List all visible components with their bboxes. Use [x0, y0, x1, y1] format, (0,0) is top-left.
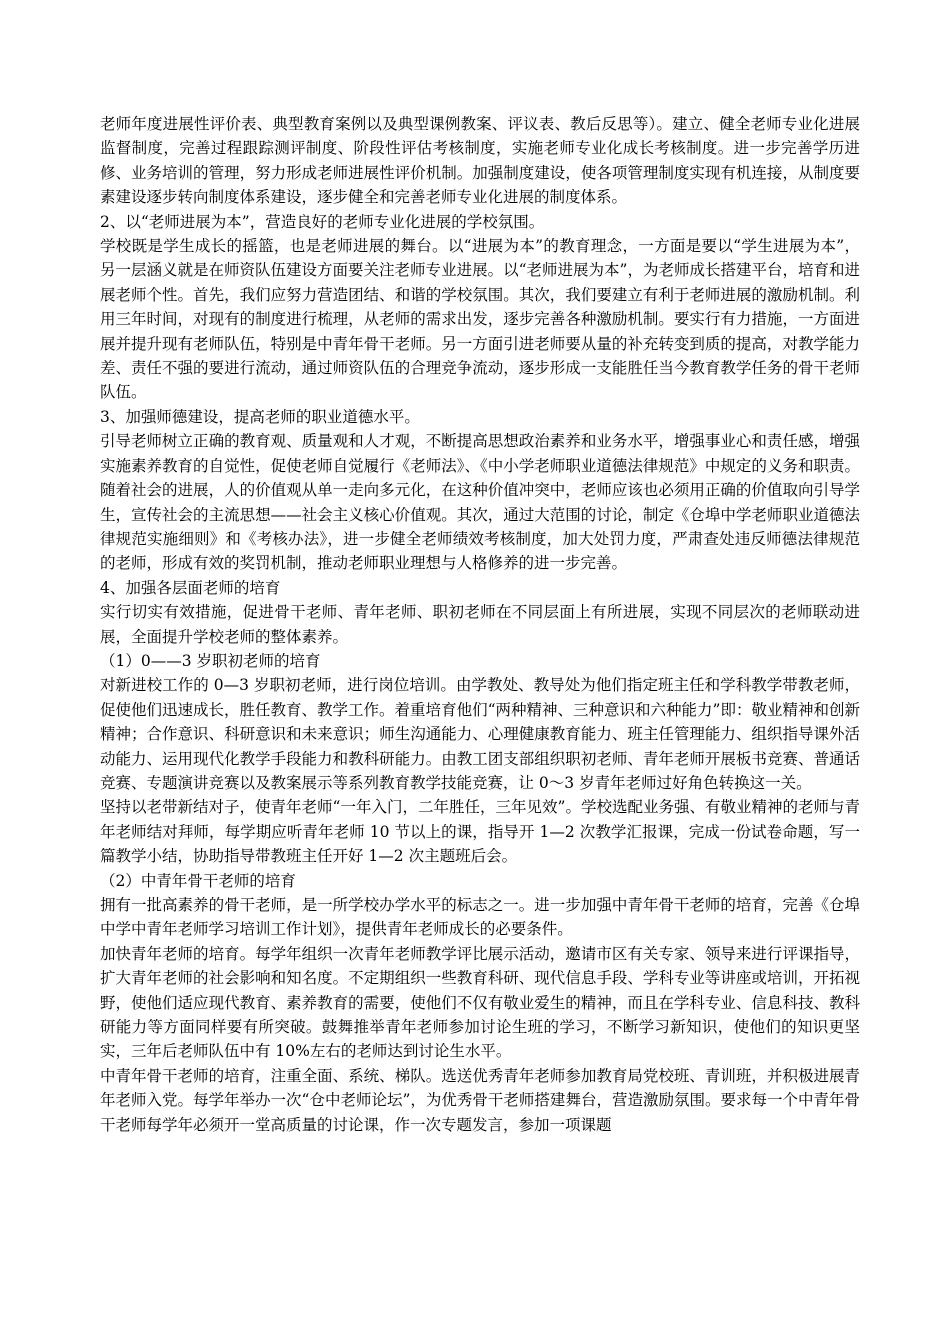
- document-body: [100, 112, 860, 1137]
- subheading-backbone-teachers: （2）中青年骨干老师的培育: [100, 871, 296, 890]
- paragraph-backbone-teachers: 拥有一批高素养的骨干老师，是一所学校办学水平的标志之一。进一步加强中青年骨干老师的培育，完善《仓埠中学中青年老师学习培训工作计划》，提供青年老师成长的必要条件。: [100, 896, 860, 939]
- paragraph-mentoring: 坚持以老带新结对子，使青年老师“一年入门，二年胜任，三年见效”。学校选配业务强、有敬业精神的老师与青年老师结对拜师，每学期应听青年老师 10 节以上的课，指导开 1—2 次教学汇报课，完成一份试卷命题，写一篇教学小结，协助指导带教班主任开好 1—2 次主题班后会。: [100, 798, 860, 866]
- paragraph-teacher-ethics: 引导老师树立正确的教育观、质量观和人才观，不断提高思想政治素养和业务水平，增强事业心和责任感，增强实施素养教育的自觉性，促使老师自觉履行《老师法》、《中小学老师职业道德法律规范》中规定的义务和职责。随着社会的进展，人的价值观从单一走向多元化，在这种价值冲突中，老师应该也必须用正确的价值取向引导学生，宣传社会的主流思想——社会主义核心价值观。其次，通过大范围的讨论，制定《仓埠中学老师职业道德法律规范实施细则》和《考核办法》，进一步健全老师绩效考核制度，加大处罚力度，严肃查处违反师德法律规范的老师，形成有效的奖罚机制，推动老师职业理想与人格修养的进一步完善。: [100, 432, 860, 573]
- heading-teacher-ethics: 3、加强师德建设，提高老师的职业道德水平。: [100, 407, 420, 426]
- paragraph-teacher-echelon: 中青年骨干老师的培育，注重全面、系统、梯队。选送优秀青年老师参加教育局党校班、青训班，并积极进展青年老师入党。每学年举办一次“仓中老师论坛”，为优秀骨干老师搭建舞台，营造激励氛围。要求每一个中青年骨干老师每学年必须开一堂高质量的讨论课，作一次专题发言，参加一项课题: [100, 1066, 860, 1134]
- subheading-new-teachers: （1）0——3 岁职初老师的培育: [100, 651, 321, 670]
- paragraph-teacher-training: 实行切实有效措施，促进骨干老师、青年老师、职初老师在不同层面上有所进展，实现不同层次的老师联动进展，全面提升学校老师的整体素养。: [100, 603, 860, 646]
- heading-teacher-development: 2、以“老师进展为本”，营造良好的老师专业化进展的学校氛围。: [100, 212, 545, 231]
- paragraph-school-atmosphere: 学校既是学生成长的摇篮，也是老师进展的舞台。以“进展为本”的教育理念，一方面是要以“学生进展为本”，另一层涵义就是在师资队伍建设方面要关注老师专业进展。以“老师进展为本”，为老师成长搭建平台，培育和进展老师个性。首先，我们应努力营造团结、和谐的学校氛围。其次，我们要建立有利于老师进展的激励机制。利用三年时间，对现有的制度进行梳理，从老师的需求出发，逐步完善各种激励机制。要实行有力措施，一方面进展并提升现有老师队伍，特别是中青年骨干老师。另一方面引进老师要从量的补充转变到质的提高，对教学能力差、责任不强的要进行流动，通过师资队伍的合理竞争流动，逐步形成一支能胜任当今教育教学任务的骨干老师队伍。: [100, 237, 860, 402]
- paragraph-evaluation-system: 老师年度进展性评价表、典型教育案例以及典型课例教案、评议表、教后反思等）。建立、健全老师专业化进展监督制度，完善过程跟踪测评制度、阶段性评估考核制度，实施老师专业化成长考核制度。进一步完善学历进修、业务培训的管理，努力形成老师进展性评价机制。加强制度建设，使各项管理制度实现有机连接，从制度要素建设逐步转向制度体系建设，逐步健全和完善老师专业化进展的制度体系。: [100, 115, 860, 207]
- paragraph-new-teachers: 对新进校工作的 0—3 岁职初老师，进行岗位培训。由学教处、教导处为他们指定班主任和学科教学带教老师，促使他们迅速成长，胜任教育、教学工作。着重培育他们“两种精神、三种意识和六种能力”即：敬业精神和创新精神；合作意识、科研意识和未来意识；师生沟通能力、心理健康教育能力、班主任管理能力、组织指导课外活动能力、运用现代化教学手段能力和教科研能力。由教工团支部组织职初老师、青年老师开展板书竞赛、普通话竞赛、专题演讲竞赛以及教案展示等系列教育教学技能竞赛，让 0～3 岁青年老师过好角色转换这一关。: [100, 676, 860, 792]
- paragraph-young-teachers: 加快青年老师的培育。每学年组织一次青年老师教学评比展示活动，邀请市区有关专家、领导来进行评课指导，扩大青年老师的社会影响和知名度。不定期组织一些教育科研、现代信息手段、学科专业等讲座或培训，开拓视野，使他们适应现代教育、素养教育的需要，使他们不仅有敬业爱生的精神，而且在学科专业、信息科技、教科研能力等方面同样要有所突破。鼓舞推举青年老师参加讨论生班的学习，不断学习新知识，使他们的知识更坚实，三年后老师队伍中有 10%左右的老师达到讨论生水平。: [100, 944, 860, 1061]
- heading-teacher-training: 4、加强各层面老师的培育: [100, 578, 281, 597]
